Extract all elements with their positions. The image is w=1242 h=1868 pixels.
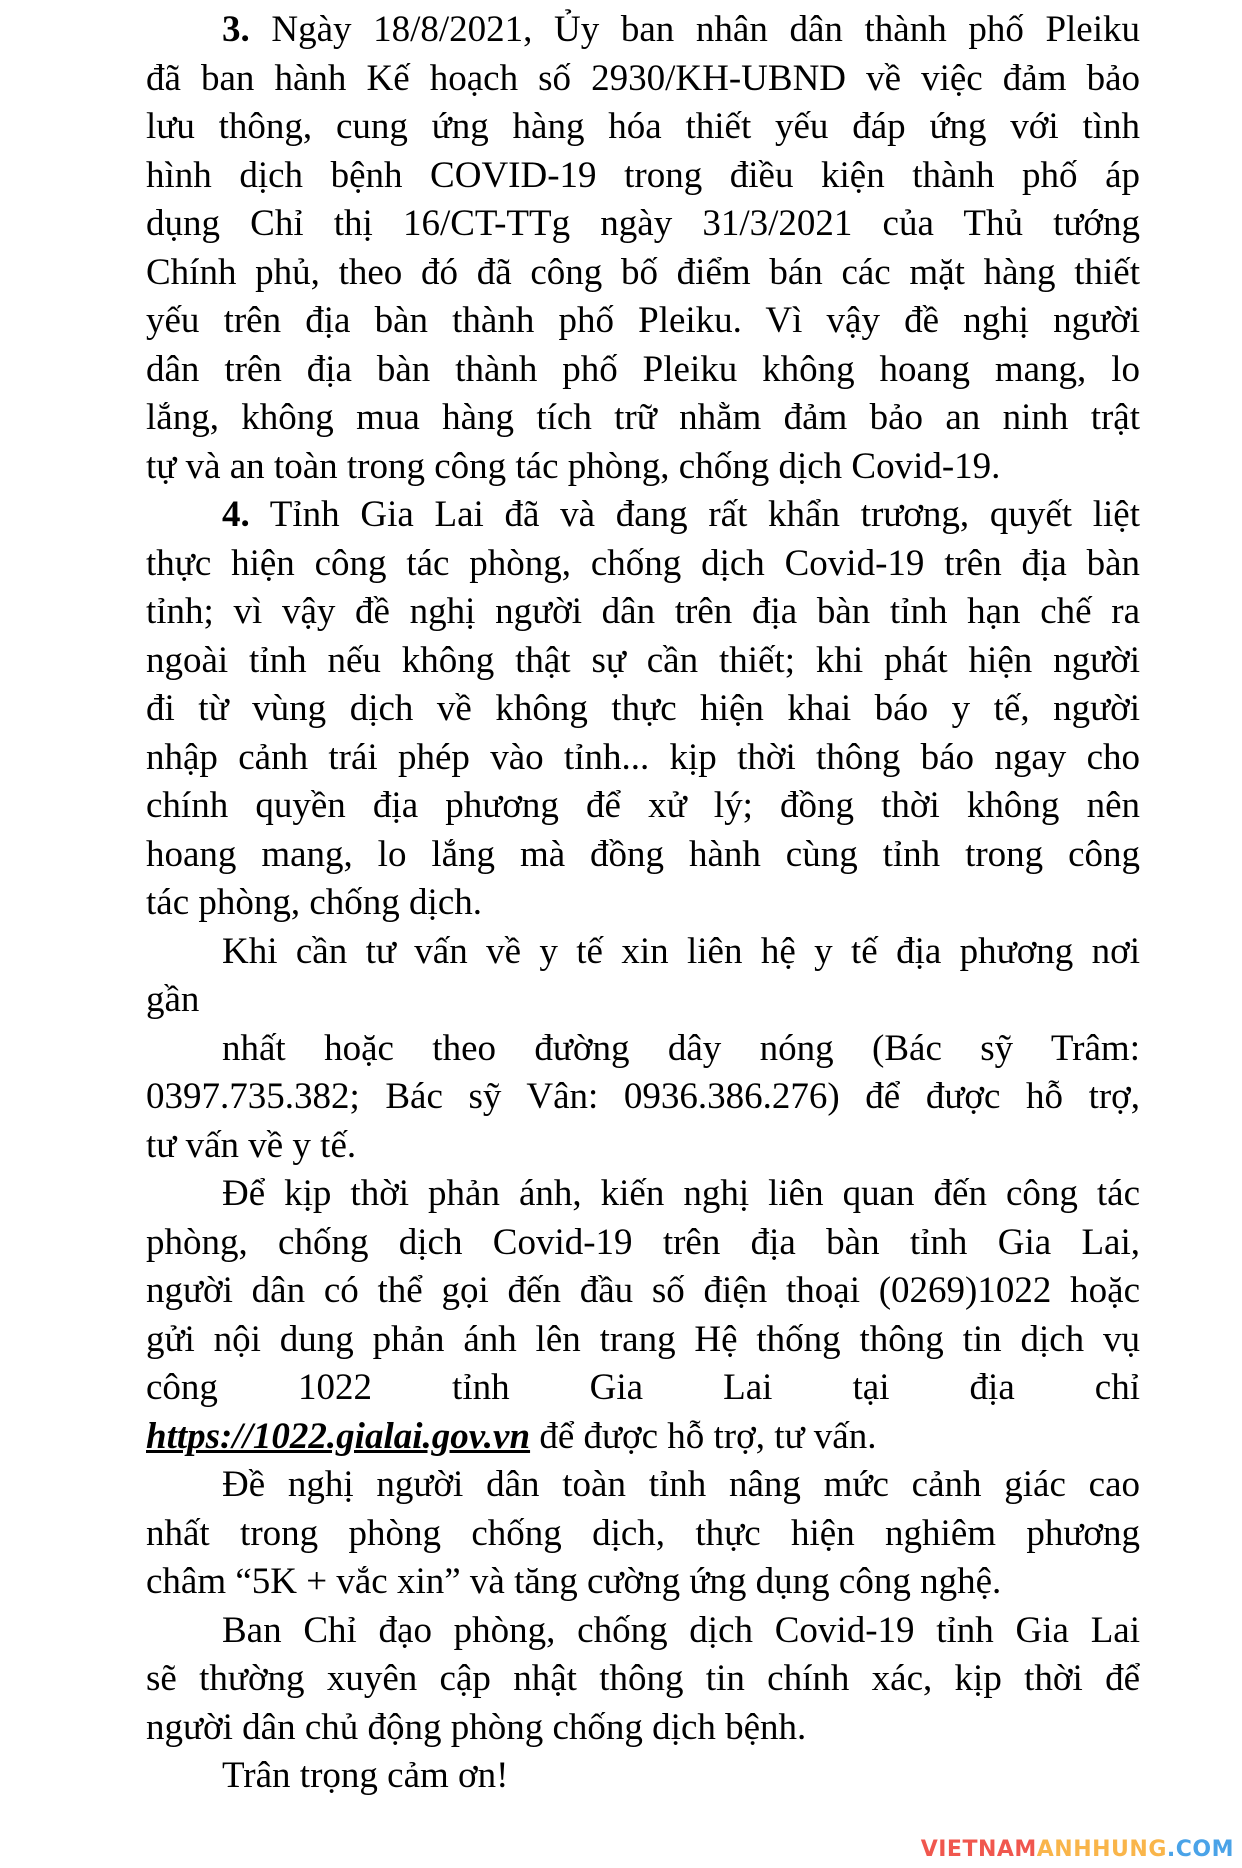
text-line — [146, 200, 1140, 249]
watermark-part-3: .COM — [1166, 1837, 1234, 1862]
line-text: nhất trong phòng chống dịch, thực hiện nghiêm phương — [146, 1512, 1140, 1554]
text-line — [146, 637, 1140, 686]
text-line — [146, 685, 1140, 734]
text-line — [146, 928, 1140, 977]
text-line — [146, 1704, 1140, 1753]
line-text: lưu thông, cung ứng hàng hóa thiết yếu đáp ứng với tình — [146, 106, 1140, 147]
line-text: tỉnh; vì vậy đề nghị người dân trên địa bàn tỉnh hạn chế ra — [146, 591, 1140, 632]
line-text: để được hỗ trợ, tư vấn. — [530, 1415, 877, 1457]
text-line — [146, 1170, 1140, 1219]
line-text: tác phòng, chống dịch. — [146, 882, 482, 923]
line-text: Chính phủ, theo đó đã công bố điểm bán các mặt hàng thiết — [146, 251, 1140, 293]
text-line — [146, 1510, 1140, 1559]
line-text: dân trên địa bàn thành phố Pleiku không hoang mang, lo — [146, 348, 1140, 390]
text-line — [146, 976, 1140, 1025]
item-number: 3. — [222, 9, 250, 50]
line-text: Trân trọng cảm ơn! — [222, 1755, 509, 1796]
text-line — [146, 297, 1140, 346]
text-line — [146, 1413, 1140, 1462]
item-number: 4. — [222, 494, 250, 535]
line-text: hình dịch bệnh COVID-19 trong điều kiện thành phố áp — [146, 154, 1140, 196]
text-line — [146, 346, 1140, 395]
line-text: Để kịp thời phản ánh, kiến nghị liên quan đến công tác — [222, 1173, 1140, 1214]
line-text: Khi cần tư vấn về y tế xin liên hệ y tế địa phương nơi — [222, 930, 1140, 972]
text-line — [146, 1316, 1140, 1365]
document-body — [146, 6, 1140, 1801]
line-text: Tỉnh Gia Lai đã và đang rất khẩn trương, quyết liệt — [249, 494, 1140, 535]
line-text: thực hiện công tác phòng, chống dịch Covid-19 trên địa bàn — [146, 542, 1140, 584]
watermark-part-2: ANHHUNG — [1036, 1837, 1167, 1862]
line-text: nhất hoặc theo đường dây nóng (Bác sỹ Trâm: — [222, 1027, 1140, 1069]
line-text: châm “5K + vắc xin” và tăng cường ứng dụng công nghệ. — [146, 1561, 1002, 1602]
text-line — [146, 540, 1140, 589]
text-line — [146, 249, 1140, 298]
watermark-logo — [921, 1837, 1234, 1862]
text-line — [146, 1267, 1140, 1316]
line-text: gần — [146, 979, 200, 1020]
line-text: Đề nghị người dân toàn tỉnh nâng mức cảnh giác cao — [222, 1464, 1140, 1505]
text-line — [146, 879, 1140, 928]
line-text: đã ban hành Kế hoạch số 2930/KH-UBND về việc đảm bảo — [146, 57, 1140, 99]
line-text: tự và an toàn trong công tác phòng, chống dịch Covid-19. — [146, 445, 1001, 487]
line-text: nhập cảnh trái phép vào tỉnh... kịp thời thông báo ngay cho — [146, 736, 1140, 778]
line-text: tư vấn về y tế. — [146, 1124, 357, 1166]
line-text: người dân có thể gọi đến đầu số điện thoại (0269)1022 hoặc — [146, 1270, 1140, 1311]
line-text: 0397.735.382; Bác sỹ Vân: 0936.386.276) để được hỗ trợ, — [146, 1076, 1140, 1117]
line-text: Ban Chỉ đạo phòng, chống dịch Covid-19 tỉnh Gia Lai — [222, 1609, 1140, 1651]
line-text: lắng, không mua hàng tích trữ nhằm đảm bảo an ninh trật — [146, 397, 1140, 438]
text-line — [146, 1655, 1140, 1704]
text-line — [146, 1122, 1140, 1171]
line-text: chính quyền địa phương để xử lý; đồng thời không nên — [146, 785, 1140, 826]
line-text: hoang mang, lo lắng mà đồng hành cùng tỉnh trong công — [146, 833, 1140, 875]
text-line — [146, 831, 1140, 880]
text-line — [146, 1025, 1140, 1074]
text-line — [146, 1073, 1140, 1122]
line-text: người dân chủ động phòng chống dịch bệnh. — [146, 1706, 807, 1748]
line-text: Ngày 18/8/2021, Ủy ban nhân dân thành phố Pleiku — [249, 9, 1140, 50]
text-line — [146, 1219, 1140, 1268]
line-text: ngoài tỉnh nếu không thật sự cần thiết; khi phát hiện người — [146, 639, 1140, 681]
text-line — [146, 1752, 1140, 1801]
line-text: công 1022 tỉnh Gia Lai tại địa chỉ — [146, 1367, 1140, 1408]
text-line — [146, 443, 1140, 492]
line-text: đi từ vùng dịch về không thực hiện khai báo y tế, người — [146, 688, 1140, 729]
text-line — [146, 1607, 1140, 1656]
text-line — [146, 1364, 1140, 1413]
text-line — [146, 55, 1140, 104]
text-line — [146, 1461, 1140, 1510]
text-line — [146, 152, 1140, 201]
text-line — [146, 491, 1140, 540]
website-link[interactable]: https://1022.gialai.gov.vn — [146, 1415, 531, 1457]
text-line — [146, 1558, 1140, 1607]
watermark-part-1: VIETNAM — [920, 1837, 1037, 1862]
text-line — [146, 6, 1140, 55]
line-text: phòng, chống dịch Covid-19 trên địa bàn tỉnh Gia Lai, — [146, 1221, 1140, 1263]
text-line — [146, 734, 1140, 783]
text-line — [146, 394, 1140, 443]
text-line — [146, 103, 1140, 152]
text-line — [146, 588, 1140, 637]
line-text: sẽ thường xuyên cập nhật thông tin chính xác, kịp thời để — [146, 1658, 1140, 1699]
line-text: gửi nội dung phản ánh lên trang Hệ thống thông tin dịch vụ — [146, 1318, 1140, 1360]
line-text: dụng Chỉ thị 16/CT-TTg ngày 31/3/2021 của Thủ tướng — [146, 203, 1140, 244]
line-text: yếu trên địa bàn thành phố Pleiku. Vì vậy đề nghị người — [146, 300, 1140, 341]
text-line — [146, 782, 1140, 831]
